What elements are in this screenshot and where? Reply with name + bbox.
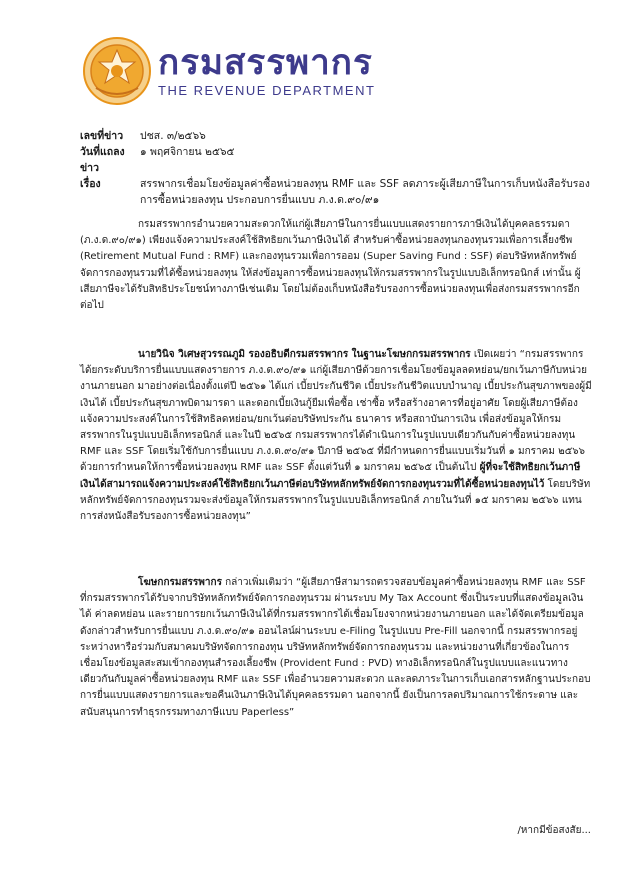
paragraph-1-text: กรมสรรพากรอำนวยความสะดวกให้แก่ผู้เสียภาษีในการยื่นแบบแสดงรายการภาษีเงินได้บุคคลธรรมดา (ภ.ง.ด.๙๐/๙๑) เพียงแจ้งความประสงค์ใช้สิทธิยกเว้นภาษีเงินได้ สำหรับค่าซื้อหน่วยลงทุนกองทุนรวมเพื่อการเลี้ยงชีพ (Retirement Mutual Fund : RMF) และกองทุนรวมเพื่อการออม (Super Saving Fund : SSF) ต่อบริษัทหลักทรัพย์จัดการกองทุนรวมที่ได้ซื้อหน่วยลงทุน ให้ส่งข้อมูลการซื้อหน่วยลงทุนให้กรมสรรพากรในรูปแบบอิเล็กทรอนิกส์ เท่านั้น ผู้เสียภาษีจะได้รับสิทธิประโยชน์ทางภาษีเช่นเดิม โดยไม่ต้องเก็บหนังสือรับรองการซื้อหน่วยลงทุนเพื่อส่งกรมสรรพากรอีกต่อไป: [80, 219, 581, 312]
paragraph-2: [80, 347, 592, 525]
brand-block: [158, 44, 375, 99]
news-number-value: ปชส. ๓/๒๕๖๖: [140, 130, 206, 142]
subject-label: เรื่อง: [80, 178, 101, 190]
date-value: ๑ พฤศจิกายน ๒๕๖๕: [140, 146, 235, 158]
continued-marker: /หากมีข้อสงสัย...: [517, 825, 591, 836]
spokesperson-title: โฆษกกรมสรรพากร: [138, 577, 222, 588]
date-label: วันที่แถลงข่าว: [80, 146, 125, 174]
paragraph-2-text-b: โดยบริษัทหลักทรัพย์จัดการกองทุนรวมจะส่งข้อมูลให้กรมสรรพากรในรูปแบบอิเล็กทรอนิกส์ ภายในวันที่ ๑๕ มกราคม ๒๕๖๖ แทนการส่งหนังสือรับรองการซื้อหน่วยลงทุน”: [80, 478, 591, 523]
subject-row: [80, 176, 590, 208]
paragraph-2-text-a: เปิดเผยว่า “กรมสรรพากรได้ยกระดับบริการยื่นแบบแสดงรายการ ภ.ง.ด.๙๐/๙๑ แก่ผู้เสียภาษีด้วยการเชื่อมโยงข้อมูลลดหย่อน/ยกเว้นภาษีกับหน่วยงานภายนอก มาอย่างต่อเนื่องตั้งแต่ปี ๒๕๖๑ ได้แก่ เบี้ยประกันชีวิต เบี้ยประกันชีวิตแบบบำนาญ เบี้ยประกันสุขภาพของผู้มีเงินได้ เบี้ยประกันสุขภาพบิดามารดา และดอกเบี้ยเงินกู้ยืมเพื่อซื้อ เช่าซื้อ หรือสร้างอาคารที่อยู่อาศัย โดยผู้เสียภาษีต้องแจ้งความประสงค์ในการใช้สิทธิลดหย่อน/ยกเว้นต่อบริษัทประกัน ธนาคาร หรือสถาบันการเงิน เพื่อส่งข้อมูลให้กรมสรรพากรในรูปแบบอิเล็กทรอนิกส์ และในปี ๒๕๖๕ กรมสรรพากรได้ดำเนินการในรูปแบบเดียวกันกับค่าซื้อหน่วยลงทุน RMF และ SSF โดยเริ่มใช้กับการยื่นแบบ ภ.ง.ด.๙๐/๙๑ ปีภาษี ๒๕๖๕ ที่มีกำหนดการยื่นแบบเริ่มวันที่ ๑ มกราคม ๒๕๖๖ ด้วยการกำหนดให้การซื้อหน่วยลงทุน RMF และ SSF ตั้งแต่วันที่ ๑ มกราคม ๒๕๖๕ เป็นต้นไป: [80, 349, 592, 474]
paragraph-3: [80, 575, 592, 721]
brand-title-en: THE REVENUE DEPARTMENT: [158, 83, 376, 98]
revenue-department-seal-icon: [82, 36, 152, 106]
spokesperson-name: นายวินิจ วิเศษสุวรรณภูมิ รองอธิบดีกรมสรรพากร ในฐานะโฆษกกรมสรรพากร: [138, 349, 471, 360]
date-row: [80, 144, 590, 176]
news-number-row: [80, 128, 590, 144]
subject-value: สรรพากรเชื่อมโยงข้อมูลค่าซื้อหน่วยลงทุน RMF และ SSF ลดภาระผู้เสียภาษีในการเก็บหนังสือรับรองการซื้อหน่วยลงทุน ประกอบการยื่นแบบ ภ.ง.ด.๙๐/๙๑: [140, 178, 590, 206]
paragraph-1: [80, 217, 592, 314]
brand-title-th: กรมสรรพากร: [158, 43, 373, 83]
paragraph-3-text: กล่าวเพิ่มเติมว่า “ผู้เสียภาษีสามารถตรวจสอบข้อมูลค่าซื้อหน่วยลงทุน RMF และ SSF ที่กรมสรรพากรได้รับจากบริษัทหลักทรัพย์จัดการกองทุนรวม ผ่านระบบ My Tax Account ซึ่งเป็นระบบที่แสดงข้อมูลเงินได้ ค่าลดหย่อน และรายการยกเว้นภาษีเงินได้ที่กรมสรรพากรได้เชื่อมโยงจากหน่วยงานภายนอก และได้จัดเตรียมข้อมูลดังกล่าวสำหรับการยื่นแบบ ภ.ง.ด.๙๐/๙๑ ออนไลน์ผ่านระบบ e-Filing ในรูปแบบ Pre-Fill นอกจากนี้ กรมสรรพากรอยู่ระหว่างหารือร่วมกับสมาคมบริษัทจัดการกองทุน บริษัทหลักทรัพย์จัดการกองทุนรวม และหน่วยงานที่เกี่ยวข้องในการเชื่อมโยงข้อมูลสะสมเข้ากองทุนสำรองเลี้ยงชีพ (Provident Fund : PVD) ทางอิเล็กทรอนิกส์ในรูปแบบและแนวทางเดียวกันกับมูลค่าซื้อหน่วยลงทุน RMF และ SSF เพื่ออำนวยความสะดวก และลดภาระในการเก็บเอกสารหลักฐานประกอบการยื่นแบบแสดงรายการและขอคืนเงินภาษีเงินได้บุคคลธรรมดา นอกจากนี้ ยังเป็นการลดปริมาณการใช้กระดาษ และสนับสนุนการทำธุรกรรมทางภาษีแบบ Paperless”: [80, 577, 591, 718]
press-release-meta: [80, 128, 590, 208]
paragraph-2-highlight: ผู้ที่จะใช้สิทธิยกเว้นภาษีเงินได้สามารถแจ้งความประสงค์ใช้สิทธิยกเว้นภาษีต่อบริษัทหลักทรัพย์จัดการกองทุนรวมที่ได้ซื้อหน่วยลงทุนไว้: [80, 462, 581, 490]
news-number-label: เลขที่ข่าว: [80, 130, 124, 142]
